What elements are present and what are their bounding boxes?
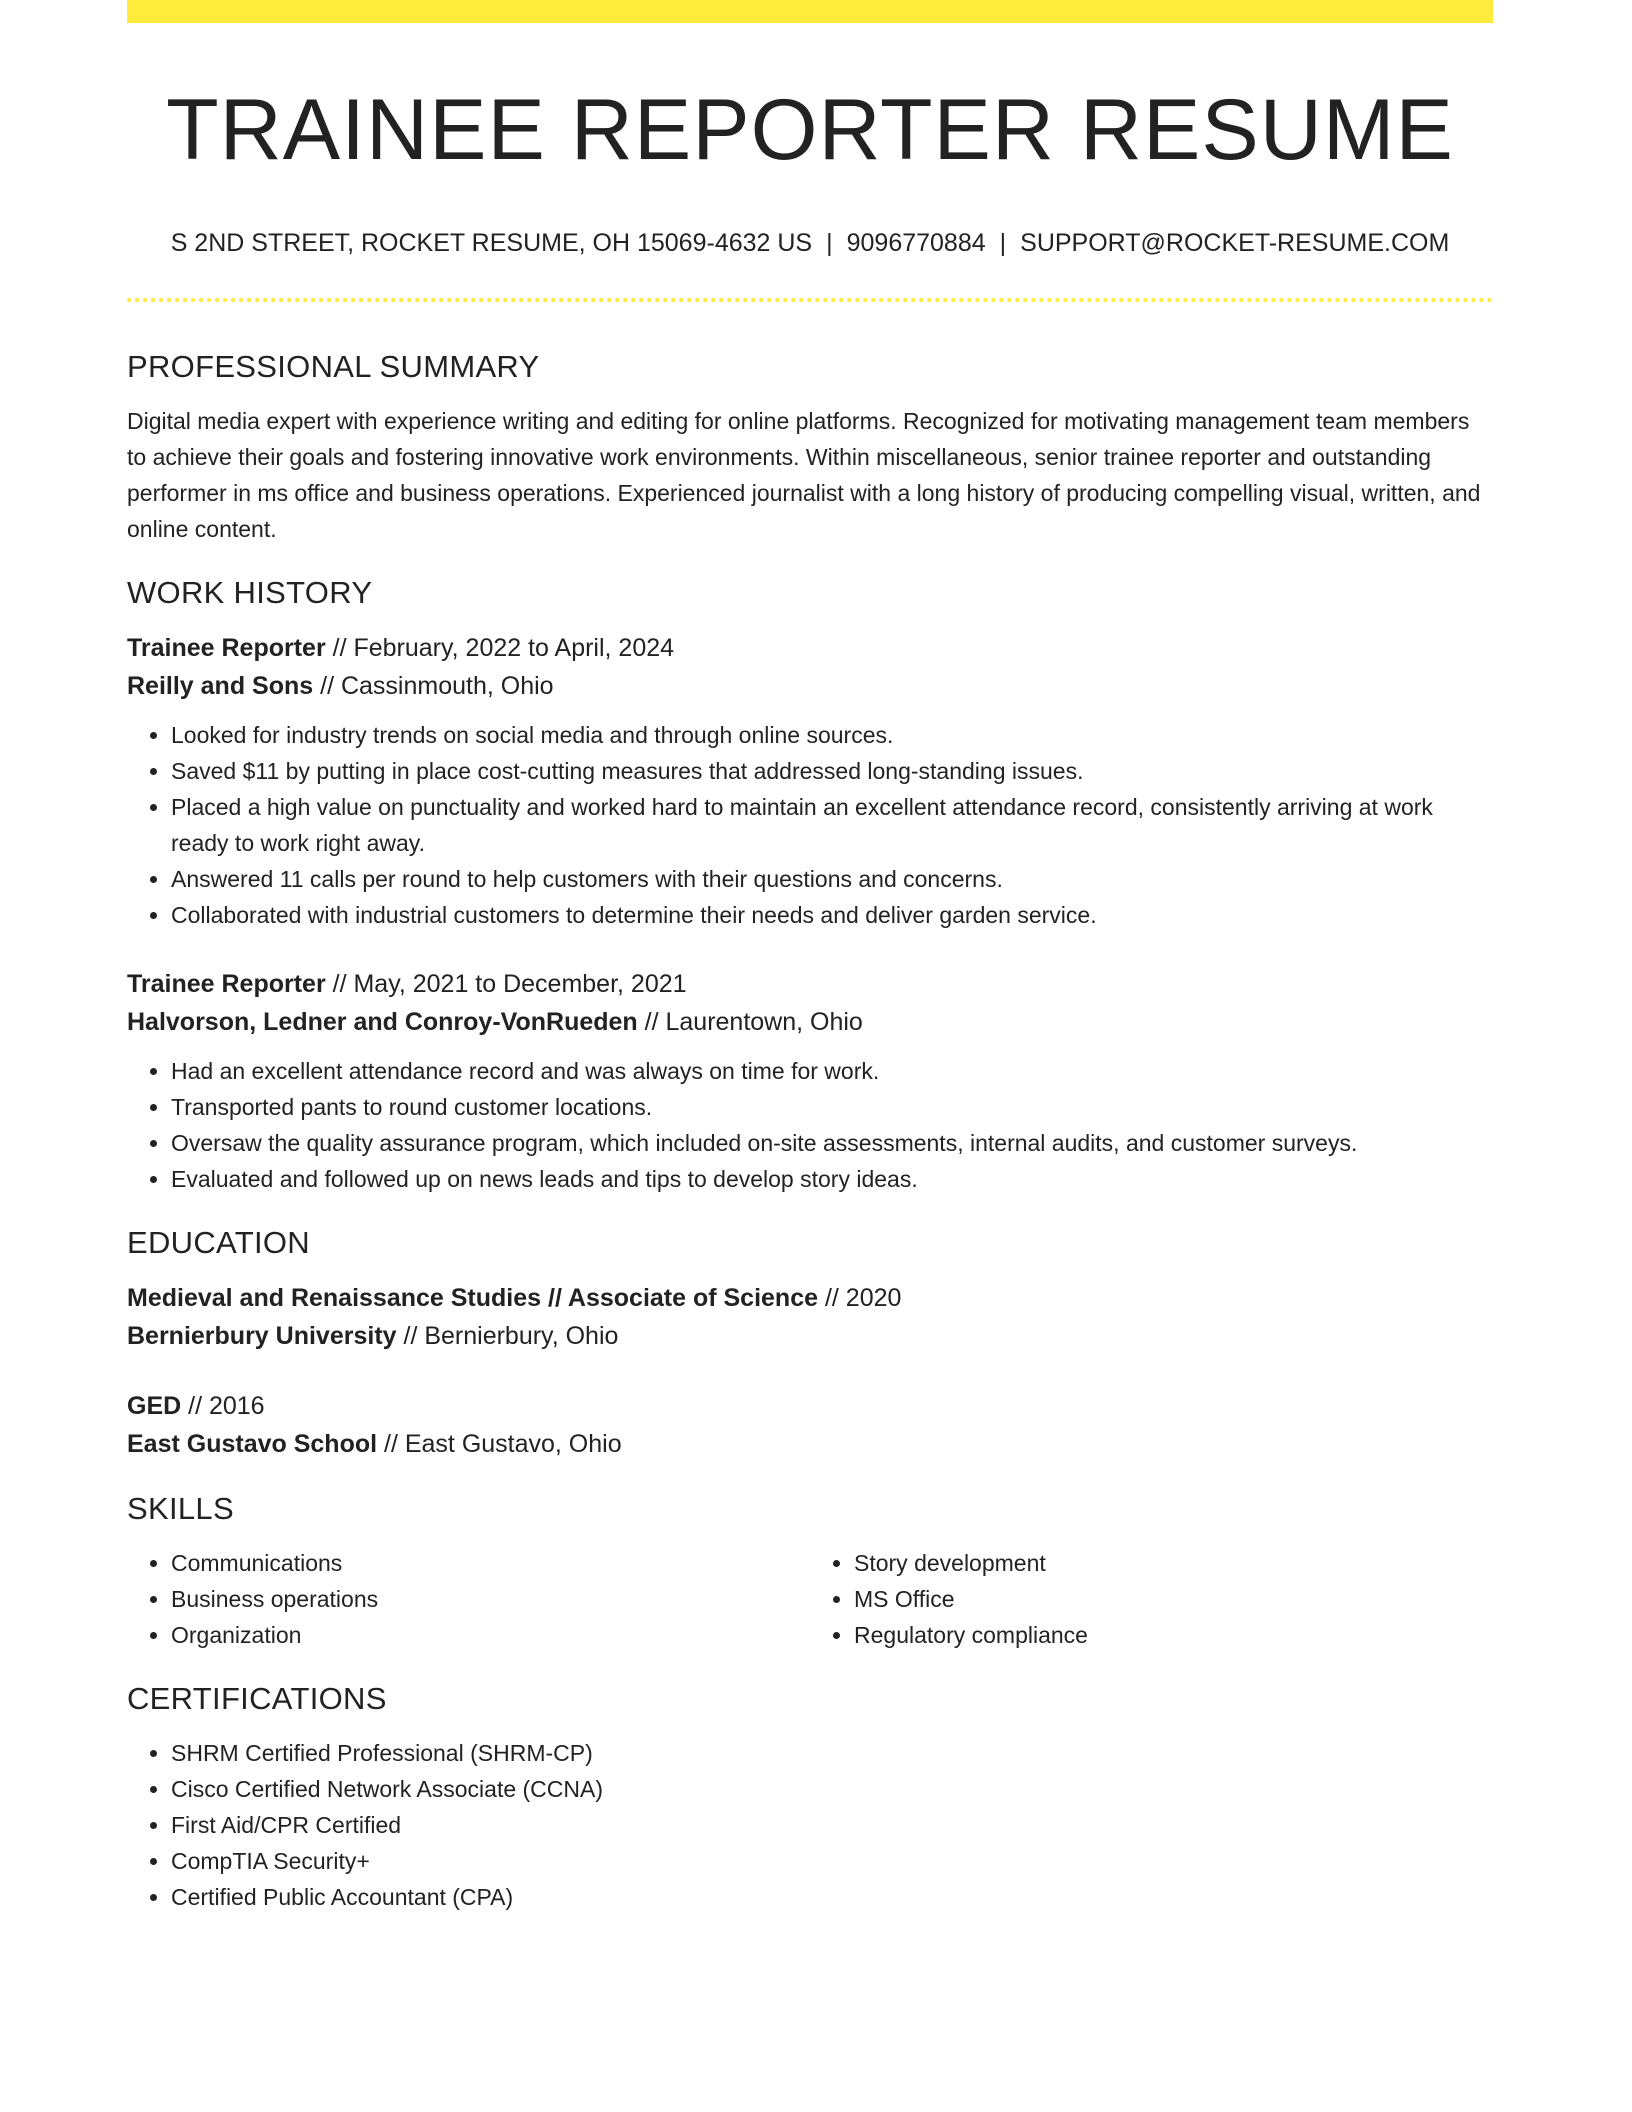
job-location: // Cassinmouth, Ohio — [313, 672, 554, 700]
contact-separator: | — [826, 229, 833, 257]
contact-email: SUPPORT@ROCKET-RESUME.COM — [1020, 229, 1450, 257]
job-title: Trainee Reporter — [127, 970, 326, 998]
education-year: // 2020 — [818, 1284, 902, 1312]
list-item: • SHRM Certified Professional (SHRM-CP) — [171, 1735, 1493, 1771]
list-item: • Story development — [854, 1545, 1493, 1581]
education-school-line — [127, 1425, 1493, 1463]
job-bullets — [127, 1053, 1493, 1197]
education-school: East Gustavo School — [127, 1430, 378, 1458]
contact-line — [127, 228, 1493, 258]
job-dates: // May, 2021 to December, 2021 — [325, 970, 687, 998]
list-item: • CompTIA Security+ — [171, 1843, 1493, 1879]
skills-heading: SKILLS — [127, 1491, 234, 1526]
education-degree: Medieval and Renaissance Studies // Associate of Science — [127, 1284, 819, 1312]
skills-column-left — [127, 1545, 810, 1653]
job-company-line — [127, 1003, 1493, 1041]
resume-content — [127, 0, 1493, 1915]
job-company: Reilly and Sons — [127, 672, 314, 700]
list-item: • First Aid/CPR Certified — [171, 1807, 1493, 1843]
list-item: • Communications — [171, 1545, 810, 1581]
list-item: • Looked for industry trends on social media and through online sources. — [171, 717, 1493, 753]
education-location: // Bernierbury, Ohio — [396, 1322, 619, 1350]
job-dates: // February, 2022 to April, 2024 — [325, 634, 675, 662]
certifications-heading: CERTIFICATIONS — [127, 1681, 387, 1716]
list-item: • Cisco Certified Network Associate (CCNA) — [171, 1771, 1493, 1807]
education-degree-line — [127, 1387, 1493, 1425]
education-school: Bernierbury University — [127, 1322, 397, 1350]
list-item: • Regulatory compliance — [854, 1617, 1493, 1653]
list-item: • MS Office — [854, 1581, 1493, 1617]
education-entry — [127, 1279, 1493, 1355]
summary-text: Digital media expert with experience writing and editing for online platforms. Recognized for motivating management team members to achieve their goals and fostering innovative work environments. Within miscellaneous, senior trainee reporter and outstanding performer in ms office and business operations. Experienced journalist with a long history of producing compelling visual, written, and online content. — [127, 408, 1481, 542]
summary-heading: PROFESSIONAL SUMMARY — [127, 349, 540, 384]
list-item: • Certified Public Accountant (CPA) — [171, 1879, 1493, 1915]
contact-phone: 9096770884 — [846, 229, 986, 257]
contact-address: S 2ND STREET, ROCKET RESUME, OH 15069-4632 US — [170, 229, 813, 257]
list-item: • Had an excellent attendance record and was always on time for work. — [171, 1053, 1493, 1089]
skills-column-right — [810, 1545, 1493, 1653]
list-item: • Business operations — [171, 1581, 810, 1617]
education-location: // East Gustavo, Ohio — [377, 1430, 622, 1458]
contact-separator: | — [999, 229, 1007, 257]
list-item: • Saved $11 by putting in place cost-cutting measures that addressed long-standing issues. — [171, 753, 1493, 789]
education-degree: GED — [127, 1392, 182, 1420]
job-title: Trainee Reporter — [127, 634, 326, 662]
work-heading: WORK HISTORY — [127, 575, 373, 610]
list-item: • Oversaw the quality assurance program, which included on-site assessments, internal audits, and customer surveys. — [171, 1125, 1493, 1161]
list-item: • Organization — [171, 1617, 810, 1653]
job-entry — [127, 629, 1493, 933]
list-item: • Placed a high value on punctuality and worked hard to maintain an excellent attendance record, consistently arriving at work ready to work right away. — [171, 789, 1493, 861]
job-entry — [127, 965, 1493, 1197]
job-bullets — [127, 717, 1493, 933]
education-degree-line — [127, 1279, 1493, 1317]
list-item: • Collaborated with industrial customers to determine their needs and deliver garden service. — [171, 897, 1493, 933]
skills-list — [127, 1545, 1493, 1653]
job-title-line — [127, 629, 1493, 667]
education-heading: EDUCATION — [127, 1225, 310, 1260]
list-item: • Evaluated and followed up on news leads and tips to develop story ideas. — [171, 1161, 1493, 1197]
list-item: • Answered 11 calls per round to help customers with their questions and concerns. — [171, 861, 1493, 897]
education-entry — [127, 1387, 1493, 1463]
job-company: Halvorson, Ledner and Conroy-VonRueden — [127, 1008, 638, 1036]
education-year: // 2016 — [181, 1392, 265, 1420]
list-item: • Transported pants to round customer locations. — [171, 1089, 1493, 1125]
certifications-list — [127, 1735, 1493, 1915]
education-school-line — [127, 1317, 1493, 1355]
job-title-line — [127, 965, 1493, 1003]
job-company-line — [127, 667, 1493, 705]
page-title: TRAINEE REPORTER RESUME — [166, 82, 1454, 178]
job-location: // Laurentown, Ohio — [637, 1008, 863, 1036]
